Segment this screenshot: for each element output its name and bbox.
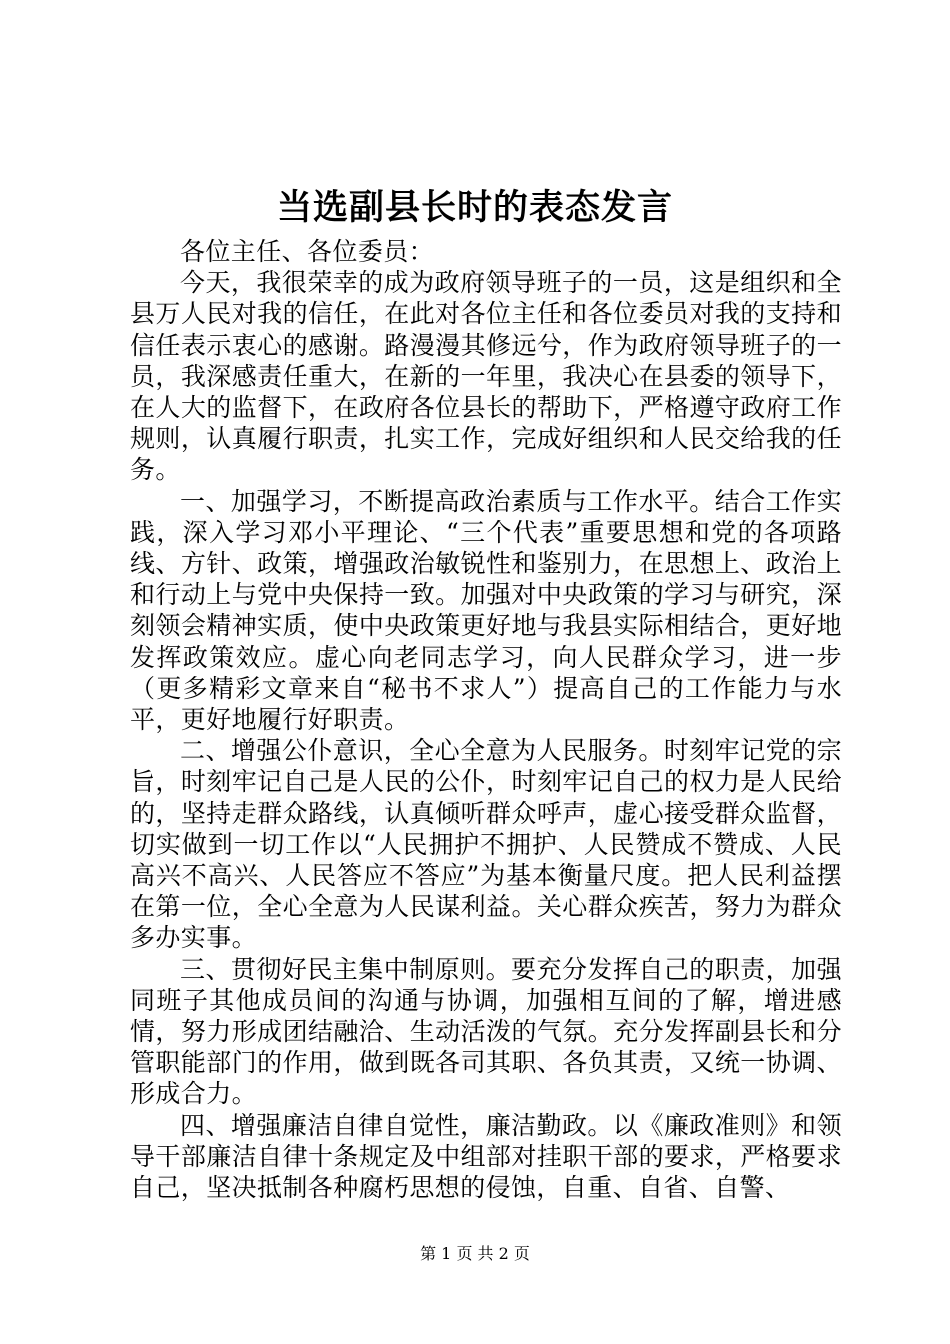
paragraph-study: 一、加强学习，不断提高政治素质与工作水平。结合工作实践，深入学习邓小平理论、“三个代表”重要思想和党的各项路线、方针、政策，增强政治敏锐性和鉴别力，在思想上、政治上和行动上与党中央保持一致。加强对中央政策的学习与研究，深刻领会精神实质，使中央政策更好地与我县实际相结合，更好地发挥政策效应。虚心向老同志学习，向人民群众学习，进一步（更多精彩文章来自“秘书不求人”）提高自己的工作能力与水平，更好地履行好职责。 bbox=[130, 486, 842, 735]
page-number: 第 1 页 共 2 页 bbox=[420, 1244, 530, 1263]
paragraph-democracy: 三、贯彻好民主集中制原则。要充分发挥自己的职责，加强同班子其他成员间的沟通与协调，加强相互间的了解，增进感情，努力形成团结融洽、生动活泼的气氛。充分发挥副县长和分管职能部门的作用，做到既各司其职、各负其责，又统一协调、形成合力。 bbox=[130, 954, 842, 1109]
salutation: 各位主任、各位委员： bbox=[180, 237, 435, 266]
document-body bbox=[130, 236, 842, 1203]
paragraph-intro: 今天，我很荣幸的成为政府领导班子的一员，这是组织和全县万人民对我的信任，在此对各位主任和各位委员对我的支持和信任表示衷心的感谢。路漫漫其修远兮，作为政府领导班子的一员，我深感责任重大，在新的一年里，我决心在县委的领导下，在人大的监督下，在政府各位县长的帮助下，严格遵守政府工作规则，认真履行职责，扎实工作，完成好组织和人民交给我的任务。 bbox=[130, 268, 842, 485]
document-title: 当选副县长时的表态发言 bbox=[276, 188, 673, 228]
paragraph-integrity: 四、增强廉洁自律自觉性，廉洁勤政。以《廉政准则》和领导干部廉洁自律十条规定及中组部对挂职干部的要求，严格要求自己，坚决抵制各种腐朽思想的侵蚀，自重、自省、自警、 bbox=[130, 1110, 842, 1203]
paragraph-service: 二、增强公仆意识，全心全意为人民服务。时刻牢记党的宗旨，时刻牢记自己是人民的公仆，时刻牢记自己的权力是人民给的，坚持走群众路线，认真倾听群众呼声，虚心接受群众监督，切实做到一切工作以“人民拥护不拥护、人民赞成不赞成、人民高兴不高兴、人民答应不答应”为基本衡量尺度。把人民利益摆在第一位，全心全意为人民谋利益。关心群众疾苦，努力为群众多办实事。 bbox=[130, 736, 842, 953]
